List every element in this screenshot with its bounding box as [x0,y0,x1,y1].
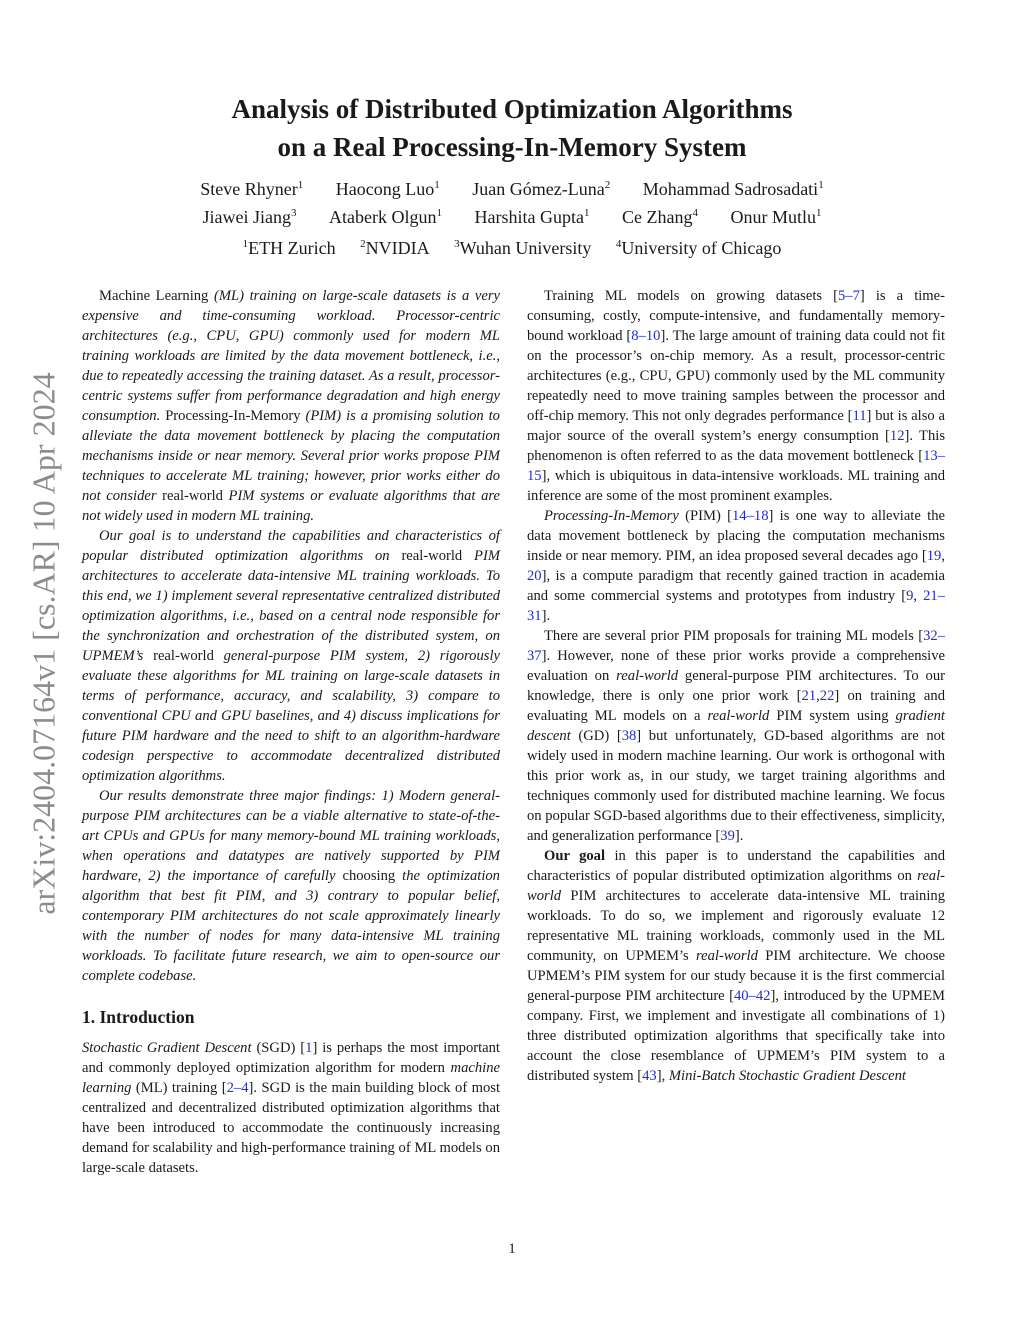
page-number: 1 [508,1241,516,1257]
citation-link[interactable]: 19 [926,548,942,564]
author-list [112,173,912,229]
author: Harshita Gupta$^1$ [474,207,590,227]
citation-link[interactable]: 39 [720,828,735,844]
citation-link[interactable]: 5–7 [838,288,860,304]
citation-link[interactable]: 1 [305,1040,313,1056]
author: Ataberk Olgun$^1$ [329,207,442,227]
intro-paragraph-4: There are several prior PIM proposals for training ML models [32–37]. However, none of these prior works provide a comprehensive evaluation on real-world general-purpose PIM architectures. To our knowledge, there is only one prior work [21,22] on training and evaluating ML models on a real-world PIM system using gradient descent (GD) [38] but unfortunately, GD-based algorithms are not widely used in modern machine learning. Our work is orthogonal with this prior work as, in our study, we target training algorithms and techniques commonly used for distributed machine learning. We focus on popular SGD-based algorithms due to their effectiveness, simplicity, and generalization performance [39]. [527,628,945,844]
citation-link[interactable]: 11 [852,408,867,424]
intro-paragraph-2: Training ML models on growing datasets [5–7] is a time-consuming, costly, compute-intensive, and fundamentally memory-bound workload [8–10]. The large amount of training data could not fit on the processor’s on-chip memory. As a result, processor-centric architectures (e.g., CPU, GPU) commonly used by the ML community repeatedly need to move training samples between the processor and off-chip memory. This not only degrades performance [11] but is also a major source of the overall system’s energy consumption [12]. This phenomenon is often referred to as the data movement bottleneck [13–15], which is ubiquitous in data-intensive workloads. ML training and inference are some of the most prominent examples. [527,288,946,504]
citation-link[interactable]: 9 [906,588,914,604]
intro-paragraph-5: Our goal in this paper is to understand the capabilities and characteristics of popular distributed optimization algorithms on real-world PIM architectures to accelerate data-intensive ML training workloads. To do so, we implement and rigorously evaluate 12 representative ML training workloads, commonly used in the ML community, on UPMEM’s real-world PIM architecture. We choose UPMEM’s PIM system for our study because it is the first commercial general-purpose PIM architecture [40–42], introduced by the UPMEM company. First, we implement and investigate all combinations of 1) three distributed optimization algorithms that specifically take into account the close resemblance of UPMEM’s PIM system to a distributed system [43], Mini-Batch Stochastic Gradient Descent [527,848,946,1084]
affiliation: $^3$Wuhan University [454,238,592,258]
paper-title [112,90,912,166]
citation-link[interactable]: 8–10 [631,328,661,344]
author: Mohammad Sadrosadati$^1$ [642,179,824,199]
intro-paragraph-3: Processing-In-Memory (PIM) [14–18] is one way to alleviate the data movement bottleneck by placing the computation mechanisms inside or near memory. PIM, an idea proposed several decades ago [19, 20], is a compute paradigm that recently gained traction in academia and some commercial systems and prototypes from industry [9, 21–31]. [527,508,946,624]
author-row-1 [112,173,912,201]
title-line-1: Analysis of Distributed Optimization Algorithms [231,94,793,124]
title-line-2: on a Real Processing-In-Memory System [277,132,747,162]
author: Jiawei Jiang$^3$ [202,207,297,227]
citation-link[interactable]: 21–31 [527,588,946,624]
right-column [527,286,945,1086]
citation-link[interactable]: 20 [527,568,542,584]
citation-link[interactable]: 2–4 [226,1080,249,1096]
citation-link[interactable]: 32–37 [527,628,945,664]
author: Ce Zhang$^4$ [621,207,698,227]
citation-link[interactable]: 38 [621,728,637,744]
abstract-paragraph-1: Machine Learning (ML) training on large-scale datasets is a very expensive and time-consuming workload. Processor-centric architectures (e.g., CPU, GPU) commonly used for modern ML training workloads are limited by the data movement bottleneck, i.e., due to repeatedly accessing the training dataset. As a result, processor-centric systems suffer from performance degradation and high energy consumption. Processing-In-Memory (PIM) is a promising solution to alleviate the data movement bottleneck by placing the computation mechanisms inside or near memory. Several prior works propose PIM techniques to accelerate ML training; however, prior works either do not consider real-world PIM systems or evaluate algorithms that are not widely used in modern ML training. [82,288,500,524]
affiliation: $^4$University of Chicago [615,238,782,258]
affiliation: $^1$ETH Zurich [242,238,336,258]
citation-link[interactable]: 12 [889,428,905,444]
abstract-paragraph-2: Our goal is to understand the capabilities and characteristics of popular distributed optimization algorithms on real-world PIM architectures to accelerate data-intensive ML training workloads. To this end, we 1) implement several representative centralized distributed optimization algorithms, i.e., based on a central node responsible for the synchronization and orchestration of the distributed system, on UPMEM’s real-world general-purpose PIM system, 2) rigorously evaluate these algorithms for ML training on large-scale datasets in terms of performance, accuracy, and scalability, 3) compare to conventional CPU and GPU baselines, and 4) discuss implications for future PIM hardware and the need to shift to an algorithm-hardware codesign perspective to accommodate decentralized distributed optimization algorithms. [82,528,500,784]
author: Steve Rhyner$^1$ [200,179,304,199]
affiliation: $^2$NVIDIA [360,238,430,258]
citation-link[interactable]: 21 [801,688,817,704]
citation-link[interactable]: 13–15 [527,448,945,484]
intro-paragraph-1: Stochastic Gradient Descent (SGD) [1] is perhaps the most important and commonly deployed optimization algorithm for modern machine learning (ML) training [2–4]. SGD is the main building block of most centralized and decentralized distributed optimization algorithms that have been introduced to accommodate the continuously increasing demand for scalability and high-performance training of ML models on large-scale datasets. [82,1040,500,1176]
citation-link[interactable]: 43 [642,1068,657,1084]
author-row-2 [112,201,912,229]
abstract-paragraph-3: Our results demonstrate three major findings: 1) Modern general-purpose PIM architectures can be a viable alternative to state-of-the-art CPUs and GPUs for many memory-bound ML training workloads, when operations and datatypes are natively supported by PIM hardware, 2) the importance of carefully choosing the optimization algorithm that best fit PIM, and 3) contrary to popular belief, contemporary PIM architectures do not scale approximately linearly with the number of nodes for many data-intensive ML training workloads. To facilitate future research, we aim to open-source our complete codebase. [82,788,500,984]
citation-link[interactable]: 14–18 [732,508,769,524]
citation-link[interactable]: 22 [819,688,835,704]
author: Haocong Luo$^1$ [335,179,440,199]
citation-link[interactable]: 40–42 [733,988,771,1004]
arxiv-identifier: arXiv:2404.07164v1 [cs.AR] 10 Apr 2024 [25,371,62,915]
author: Juan Gómez-Luna$^2$ [472,179,611,199]
left-column [82,286,500,1178]
section-heading-introduction: 1. Introduction [82,1007,195,1027]
affiliation-list [112,232,912,260]
author: Onur Mutlu$^1$ [730,207,822,227]
